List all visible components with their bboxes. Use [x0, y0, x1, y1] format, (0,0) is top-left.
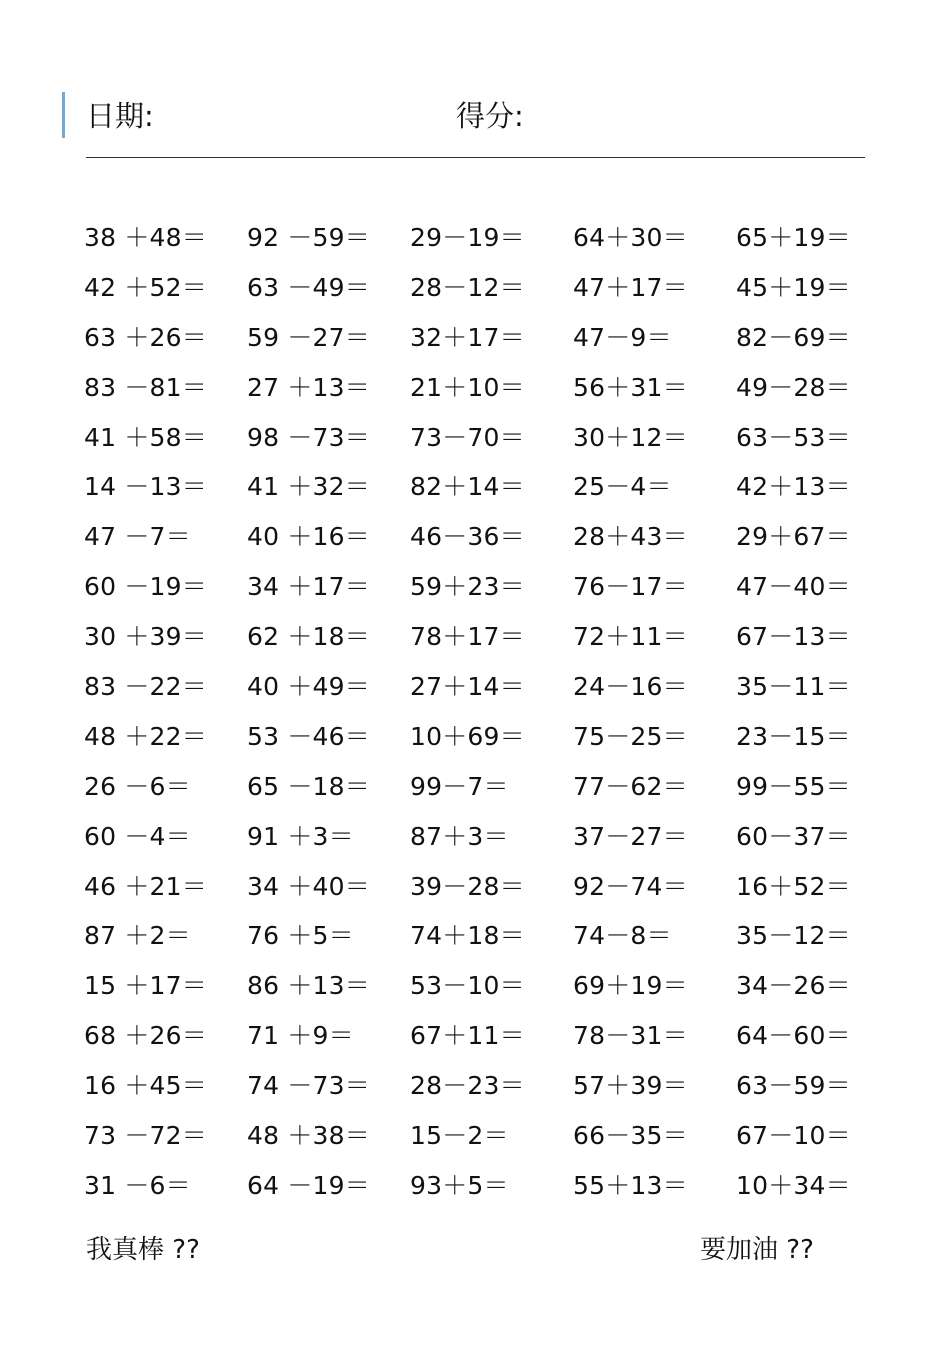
math-problem: 47＋17＝ — [573, 272, 688, 302]
math-problem: 73－70＝ — [410, 422, 525, 452]
math-problem: 42 ＋52＝ — [84, 272, 207, 302]
math-problem: 15 ＋17＝ — [84, 971, 207, 1001]
math-problem: 29－19＝ — [410, 223, 525, 252]
math-problem: 31 －6＝ — [84, 1170, 191, 1200]
math-problem: 15－2＝ — [410, 1121, 509, 1151]
math-problem: 40 ＋16＝ — [247, 522, 370, 552]
math-problem: 63 －49＝ — [247, 272, 370, 302]
math-problem: 99－55＝ — [736, 771, 851, 801]
math-problem: 71 ＋9＝ — [247, 1021, 354, 1051]
math-problem: 64＋30＝ — [573, 223, 688, 252]
footer-encourage-text: 要加油 ?? — [700, 1235, 814, 1265]
math-problem: 53 －46＝ — [247, 721, 370, 751]
math-problem: 60 －19＝ — [84, 572, 207, 602]
math-problem: 82＋14＝ — [410, 472, 525, 502]
math-problem: 74＋18＝ — [410, 921, 525, 951]
math-problem: 73 －72＝ — [84, 1121, 207, 1151]
math-problem: 49－28＝ — [736, 372, 851, 402]
math-problem: 28－12＝ — [410, 272, 525, 302]
math-problem: 21＋10＝ — [410, 372, 525, 402]
math-problem: 76 ＋5＝ — [247, 921, 354, 951]
footer-praise-text: 我真棒 ?? — [86, 1235, 200, 1265]
math-problem: 35－11＝ — [736, 672, 851, 702]
math-problem: 62 ＋18＝ — [247, 622, 370, 652]
math-problem: 93＋5＝ — [410, 1170, 509, 1200]
math-problem: 16 ＋45＝ — [84, 1071, 207, 1101]
math-problem: 60－37＝ — [736, 821, 851, 851]
math-problem: 35－12＝ — [736, 921, 851, 951]
math-problem: 63－53＝ — [736, 422, 851, 452]
math-problem: 38 ＋48＝ — [84, 223, 207, 252]
math-problem: 77－62＝ — [573, 771, 688, 801]
math-problem: 98 －73＝ — [247, 422, 370, 452]
math-problem: 63－59＝ — [736, 1071, 851, 1101]
math-problem: 86 ＋13＝ — [247, 971, 370, 1001]
math-problem: 99－7＝ — [410, 771, 509, 801]
math-problem: 74－8＝ — [573, 921, 672, 951]
math-problem: 48 ＋22＝ — [84, 721, 207, 751]
math-problem: 27＋14＝ — [410, 672, 525, 702]
problems-grid — [84, 216, 884, 1214]
math-problem: 92 －59＝ — [247, 223, 370, 252]
math-problem: 64 －19＝ — [247, 1170, 370, 1200]
math-problem: 34－26＝ — [736, 971, 851, 1001]
math-problem: 34 ＋17＝ — [247, 572, 370, 602]
math-problem: 26 －6＝ — [84, 771, 191, 801]
math-problem: 30 ＋39＝ — [84, 622, 207, 652]
math-problem: 37－27＝ — [573, 821, 688, 851]
math-problem: 74 －73＝ — [247, 1071, 370, 1101]
math-problem: 53－10＝ — [410, 971, 525, 1001]
math-problem: 83 －22＝ — [84, 672, 207, 702]
math-problem: 65 －18＝ — [247, 771, 370, 801]
math-problem: 76－17＝ — [573, 572, 688, 602]
math-problem: 78＋17＝ — [410, 622, 525, 652]
math-problem: 64－60＝ — [736, 1021, 851, 1051]
math-problem: 83 －81＝ — [84, 372, 207, 402]
math-problem: 67－10＝ — [736, 1121, 851, 1151]
math-problem: 42＋13＝ — [736, 472, 851, 502]
math-problem: 67＋11＝ — [410, 1021, 525, 1051]
math-problem: 56＋31＝ — [573, 372, 688, 402]
math-problem: 78－31＝ — [573, 1021, 688, 1051]
math-problem: 39－28＝ — [410, 871, 525, 901]
math-problem: 69＋19＝ — [573, 971, 688, 1001]
math-problem: 32＋17＝ — [410, 322, 525, 352]
math-problem: 65＋19＝ — [736, 223, 851, 252]
math-problem: 40 ＋49＝ — [247, 672, 370, 702]
math-problem: 47 －7＝ — [84, 522, 191, 552]
math-problem: 34 ＋40＝ — [247, 871, 370, 901]
math-problem: 16＋52＝ — [736, 871, 851, 901]
math-problem: 63 ＋26＝ — [84, 322, 207, 352]
math-problem: 55＋13＝ — [573, 1170, 688, 1200]
math-problem: 57＋39＝ — [573, 1071, 688, 1101]
math-problem: 46－36＝ — [410, 522, 525, 552]
math-problem: 28＋43＝ — [573, 522, 688, 552]
math-problem: 41 ＋58＝ — [84, 422, 207, 452]
math-problem: 41 ＋32＝ — [247, 472, 370, 502]
math-problem: 27 ＋13＝ — [247, 372, 370, 402]
math-problem: 47－40＝ — [736, 572, 851, 602]
math-problem: 59＋23＝ — [410, 572, 525, 602]
math-problem: 10＋34＝ — [736, 1170, 851, 1200]
math-problem: 29＋67＝ — [736, 522, 851, 552]
math-problem: 67－13＝ — [736, 622, 851, 652]
header-accent-bar — [62, 92, 65, 138]
math-problem: 24－16＝ — [573, 672, 688, 702]
math-problem: 59 －27＝ — [247, 322, 370, 352]
math-problem: 28－23＝ — [410, 1071, 525, 1101]
math-problem: 60 －4＝ — [84, 821, 191, 851]
math-problem: 91 ＋3＝ — [247, 821, 354, 851]
math-problem: 87 ＋2＝ — [84, 921, 191, 951]
math-problem: 75－25＝ — [573, 721, 688, 751]
math-problem: 25－4＝ — [573, 472, 672, 502]
math-problem: 30＋12＝ — [573, 422, 688, 452]
math-problem: 92－74＝ — [573, 871, 688, 901]
score-label: 得分: — [456, 99, 524, 133]
math-problem: 14 －13＝ — [84, 472, 207, 502]
math-problem: 68 ＋26＝ — [84, 1021, 207, 1051]
math-problem: 45＋19＝ — [736, 272, 851, 302]
math-problem: 47－9＝ — [573, 322, 672, 352]
math-problem: 66－35＝ — [573, 1121, 688, 1151]
math-problem: 87＋3＝ — [410, 821, 509, 851]
math-problem: 23－15＝ — [736, 721, 851, 751]
math-problem: 48 ＋38＝ — [247, 1121, 370, 1151]
math-problem: 46 ＋21＝ — [84, 871, 207, 901]
math-problem: 72＋11＝ — [573, 622, 688, 652]
math-problem: 82－69＝ — [736, 322, 851, 352]
math-problem: 10＋69＝ — [410, 721, 525, 751]
date-label: 日期: — [86, 99, 154, 133]
header-divider — [86, 157, 865, 158]
